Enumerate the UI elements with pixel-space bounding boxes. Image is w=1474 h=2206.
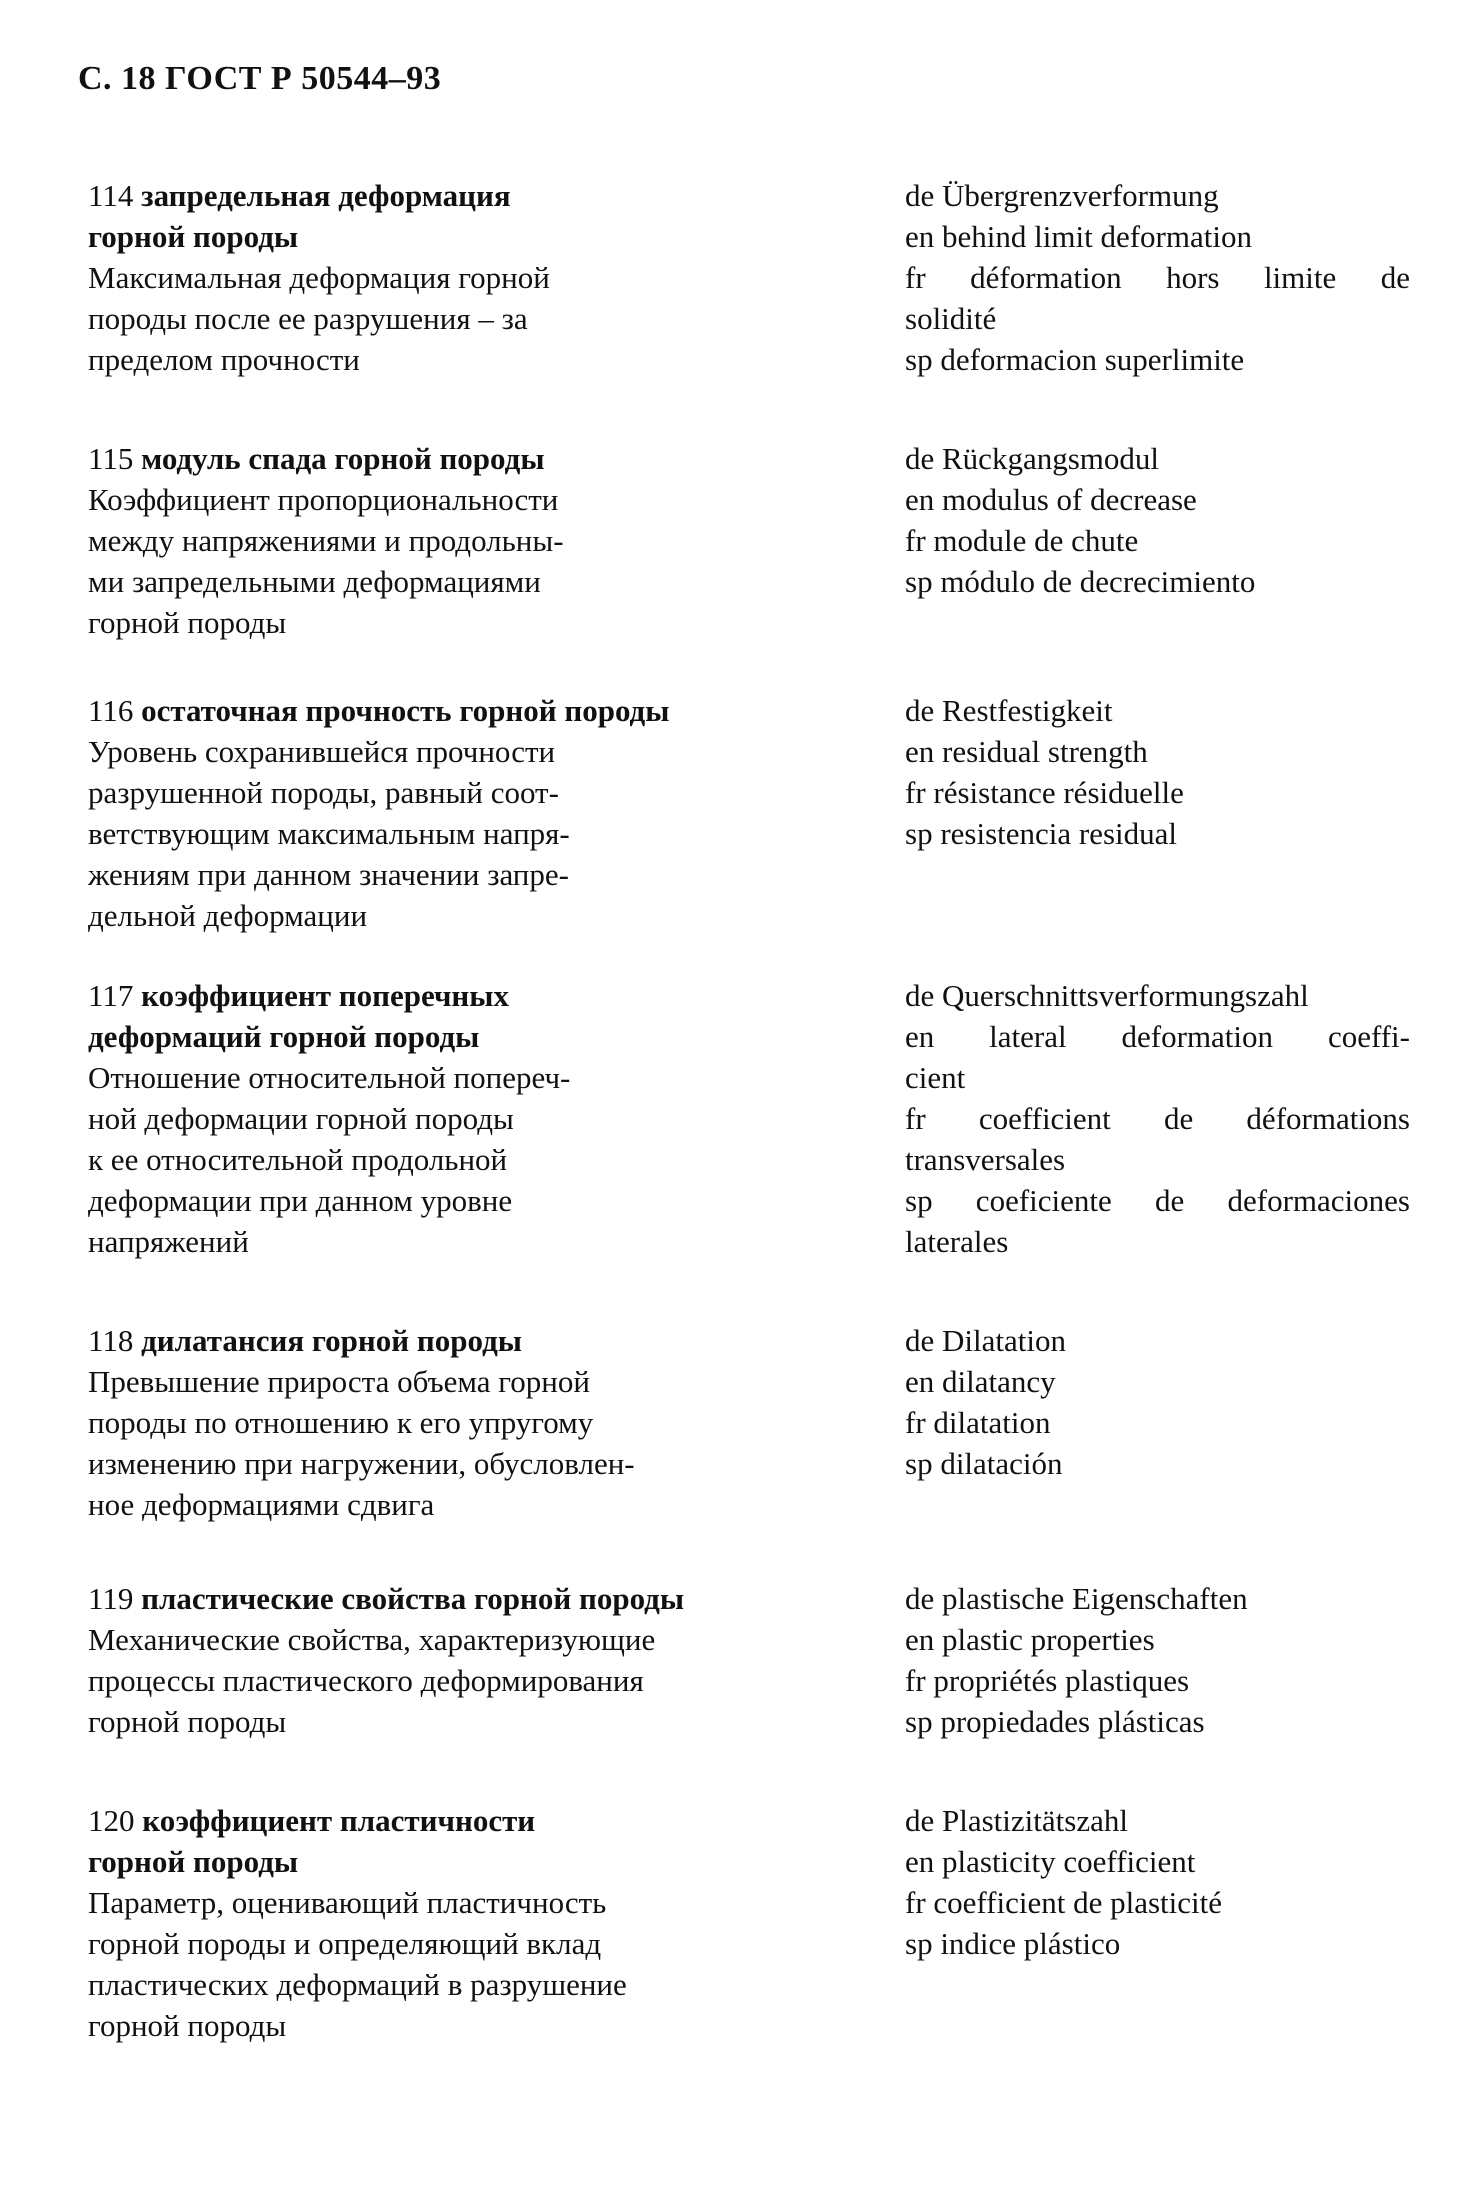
translation-line: fr résistance résiduelle [905, 775, 1184, 810]
definition-line: пластических деформаций в разрушение [88, 1967, 627, 2002]
term-number: 116 [88, 693, 142, 728]
definition-line: Отношение относительной попереч- [88, 1060, 571, 1095]
translation-line: de Querschnittsverformungszahl [905, 978, 1309, 1013]
term-line [88, 1016, 788, 1057]
term-line [88, 690, 788, 731]
definition-line: Максимальная деформация горной [88, 260, 550, 295]
definition-line: ной деформации горной породы [88, 1101, 514, 1136]
translation-line: de plastische Eigenschaften [905, 1581, 1248, 1616]
translations-column [905, 690, 1410, 854]
term-number: 117 [88, 978, 142, 1013]
translation-line: de Übergrenzverformung [905, 178, 1219, 213]
definition-line: Параметр, оценивающий пластичность [88, 1885, 607, 1920]
definition-line: жениям при данном значении запре- [88, 857, 569, 892]
term-number: 115 [88, 441, 142, 476]
definition-line: Механические свойства, характеризующие [88, 1622, 656, 1657]
term-title: пластические свойства горной породы [141, 1581, 685, 1616]
translation-line: sp coeficiente de deformaciones [905, 1183, 1410, 1218]
russian-term-column [88, 690, 788, 936]
term-title: модуль спада горной породы [141, 441, 545, 476]
translations-column [905, 1578, 1410, 1742]
translation-line: sp módulo de decrecimiento [905, 564, 1256, 599]
definition-line: процессы пластического деформирования [88, 1663, 644, 1698]
term-title: запредельная деформация [141, 178, 511, 213]
translations-column [905, 1800, 1410, 1964]
term-line [88, 1320, 788, 1361]
translation-line: sp dilatación [905, 1446, 1063, 1481]
translation-line: en plastic properties [905, 1622, 1155, 1657]
term-line [88, 1578, 788, 1619]
translation-line: fr dilatation [905, 1405, 1051, 1440]
russian-term-column [88, 438, 788, 643]
russian-term-column [88, 1800, 788, 2046]
definition-line: напряжений [88, 1224, 249, 1259]
translation-line: fr coefficient de plasticité [905, 1885, 1223, 1920]
translation-line: en behind limit deformation [905, 219, 1252, 254]
term-title: дилатансия горной породы [141, 1323, 522, 1358]
translation-line: de Rückgangsmodul [905, 441, 1159, 476]
translations-column [905, 175, 1410, 380]
translation-line: laterales [905, 1224, 1009, 1259]
translation-line: en lateral deformation coeffi- [905, 1019, 1410, 1054]
definition-line: Уровень сохранившейся прочности [88, 734, 556, 769]
term-title: деформаций горной породы [88, 1019, 480, 1054]
translations-column [905, 1320, 1410, 1484]
term-number: 114 [88, 178, 142, 213]
definition-line: ветствующим максимальным напря- [88, 816, 570, 851]
term-title: горной породы [88, 219, 299, 254]
term-line [88, 216, 788, 257]
russian-term-column [88, 175, 788, 380]
translation-line: de Dilatation [905, 1323, 1066, 1358]
definition-line: деформации при данном уровне [88, 1183, 513, 1218]
translations-column [905, 975, 1410, 1262]
definition-line: ми запредельными деформациями [88, 564, 541, 599]
translation-line: sp resistencia residual [905, 816, 1178, 851]
definition-line: Превышение прироста объема горной [88, 1364, 590, 1399]
term-title: остаточная прочность горной породы [141, 693, 670, 728]
translation-line: transversales [905, 1142, 1066, 1177]
term-line [88, 175, 788, 216]
definition-line: горной породы и определяющий вклад [88, 1926, 602, 1961]
translation-line: fr propriétés plastiques [905, 1663, 1190, 1698]
translation-line: sp deformacion superlimite [905, 342, 1245, 377]
page-header: С. 18 ГОСТ Р 50544–93 [78, 60, 442, 97]
translation-line: sp propiedades plásticas [905, 1704, 1205, 1739]
translation-line: cient [905, 1060, 966, 1095]
translation-line: fr déformation hors limite de [905, 260, 1410, 295]
definition-line: породы после ее разрушения – за [88, 301, 528, 336]
definition-line: горной породы [88, 2008, 287, 2043]
term-number: 119 [88, 1581, 142, 1616]
definition-line: Коэффициент пропорциональности [88, 482, 559, 517]
translation-line: de Restfestigkeit [905, 693, 1113, 728]
definition-line: к ее относительной продольной [88, 1142, 508, 1177]
translation-line: de Plastizitätszahl [905, 1803, 1128, 1838]
translation-line: fr module de chute [905, 523, 1139, 558]
term-title: горной породы [88, 1844, 299, 1879]
term-line [88, 975, 788, 1016]
definition-line: между напряжениями и продольны- [88, 523, 564, 558]
definition-line: пределом прочности [88, 342, 360, 377]
term-title: коэффициент пластичности [142, 1803, 536, 1838]
definition-line: изменению при нагружении, обусловлен- [88, 1446, 635, 1481]
translation-line: sp indice plástico [905, 1926, 1121, 1961]
russian-term-column [88, 975, 788, 1262]
term-line [88, 1841, 788, 1882]
definition-line: дельной деформации [88, 898, 368, 933]
russian-term-column [88, 1578, 788, 1742]
definition-line: породы по отношению к его упругому [88, 1405, 594, 1440]
term-number: 120 [88, 1803, 143, 1838]
definition-line: ное деформациями сдвига [88, 1487, 435, 1522]
translation-line: en residual strength [905, 734, 1148, 769]
russian-term-column [88, 1320, 788, 1525]
term-title: коэффициент поперечных [141, 978, 509, 1013]
definition-line: горной породы [88, 605, 287, 640]
translation-line: en modulus of decrease [905, 482, 1197, 517]
translation-line: en plasticity coefficient [905, 1844, 1196, 1879]
translations-column [905, 438, 1410, 602]
translation-line: solidité [905, 301, 997, 336]
term-number: 118 [88, 1323, 142, 1358]
term-line [88, 1800, 788, 1841]
definition-line: горной породы [88, 1704, 287, 1739]
definition-line: разрушенной породы, равный соот- [88, 775, 559, 810]
translation-line: en dilatancy [905, 1364, 1056, 1399]
term-line [88, 438, 788, 479]
translation-line: fr coefficient de déformations [905, 1101, 1410, 1136]
